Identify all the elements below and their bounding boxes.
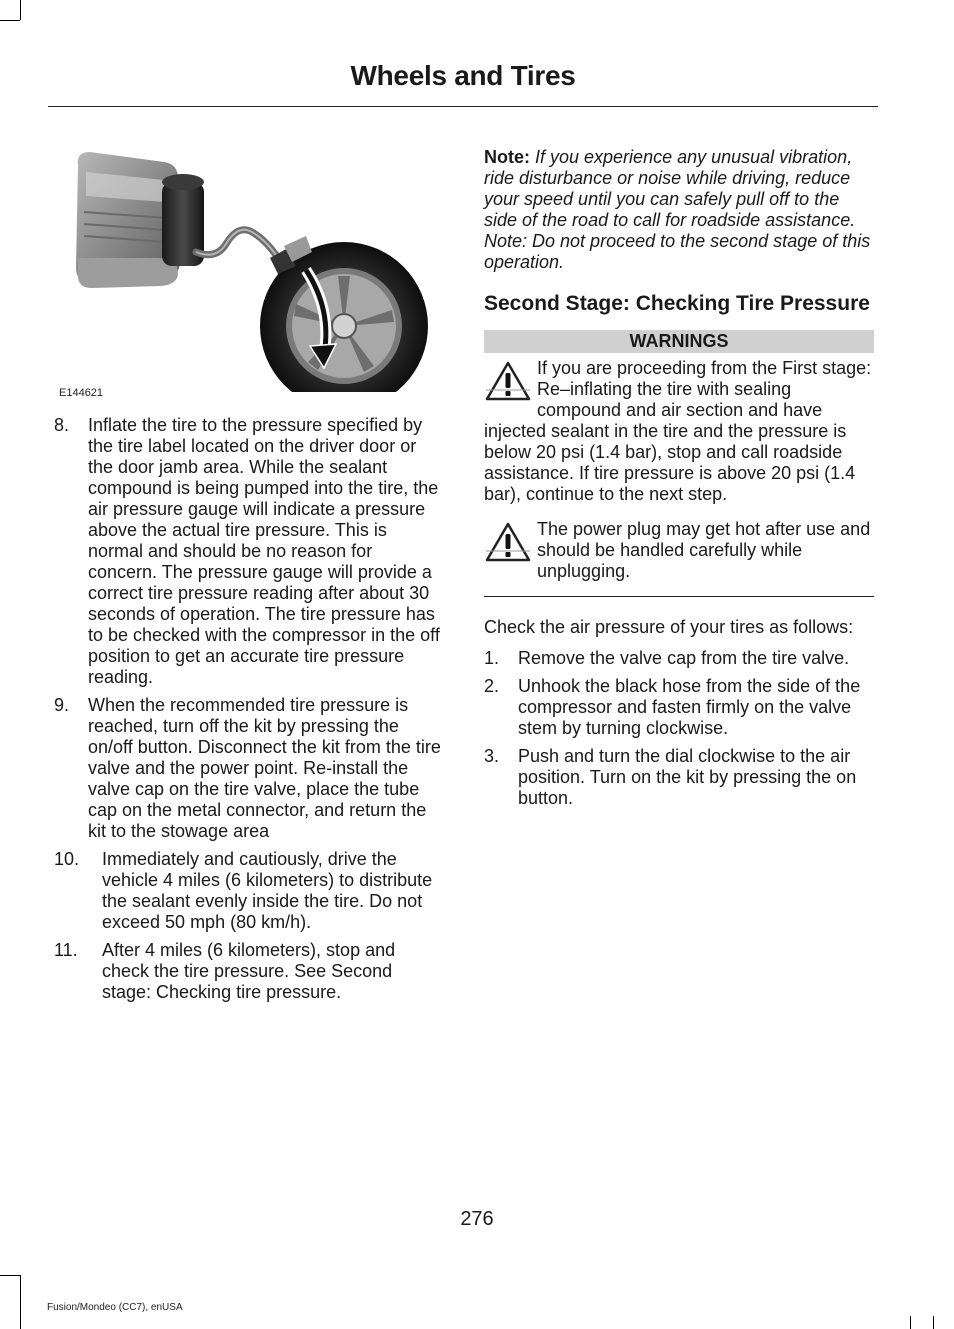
step-text: When the recommended tire pressure is reached, turn off the kit by pressing the on/off button. Disconnect the kit from the tire valve and the power point. Re-install the valve cap on the tire valve, place the tube cap on the metal connector, and return the kit to the stowage area [88, 695, 441, 841]
step-number: 2. [484, 676, 500, 696]
step-text: Push and turn the dial clockwise to the air position. Turn on the kit by pressing the on button. [518, 746, 857, 808]
crop-mark [20, 1275, 21, 1329]
figure-code: E144621 [59, 387, 104, 399]
step-text: After 4 miles (6 kilometers), stop and check the tire pressure. See Second stage: Checking tire pressure. [102, 940, 396, 1002]
warning-item [484, 519, 874, 582]
step-text: Immediately and cautiously, drive the vehicle 4 miles (6 kilometers) to distribute the sealant evenly inside the tire. Do not exceed 50 mph (80 km/h). [102, 849, 433, 932]
step-text: Inflate the tire to the pressure specified by the tire label located on the driver door or the door jamb area. While the sealant compound is being pumped into the tire, the air pressure gauge will indicate a pressure above the actual tire pressure. This is normal and should be no reason for concern. The pressure gauge will provide a correct tire pressure reading after about 30 seconds of operation. The tire pressure has to be checked with the compressor in the off position to get an accurate tire pressure reading. [88, 415, 440, 687]
warning-item [484, 358, 874, 505]
page-title: Wheels and Tires [350, 60, 576, 91]
crop-mark [20, 0, 21, 20]
title-rule [48, 106, 878, 107]
warning-triangle-icon [484, 521, 532, 563]
note-text: If you experience any unusual vibration, ride disturbance or noise while driving, reduce your speed until you can safely pull off to the side of the road to call for roadside assistance. Note: Do not proceed to the second stage of this operation. [484, 147, 871, 272]
warning-text: If you are proceeding from the First stage: Re–inflating the tire with sealing compound and air section and have injected sealant in the tire and the pressure is below 20 psi (1.4 bar), stop and call roadside assistance. If tire pressure is above 20 psi (1.4 bar), continue to the next step. [484, 358, 872, 504]
right-column [484, 147, 874, 816]
step-number: 8. [54, 415, 70, 435]
list-item [484, 676, 874, 739]
list-item [54, 940, 444, 1003]
list-item [54, 849, 444, 933]
list-item [54, 695, 444, 842]
warning-triangle-icon [484, 360, 532, 402]
step-number: 1. [484, 648, 500, 668]
page-number: 276 [460, 1208, 494, 1230]
crop-mark [0, 20, 20, 21]
step-number: 9. [54, 695, 70, 715]
note-label: Note: [484, 147, 530, 167]
list-item [484, 746, 874, 809]
step-number: 11. [54, 940, 78, 960]
footer-text: Fusion/Mondeo (CC7), enUSA [47, 1302, 183, 1313]
warnings-header: WARNINGS [484, 330, 874, 353]
step-text: Remove the valve cap from the tire valve. [518, 648, 850, 668]
crop-mark [0, 1275, 20, 1276]
warning-text: The power plug may get hot after use and should be handled carefully while unplugging. [537, 519, 871, 581]
crop-mark [933, 1316, 934, 1329]
section-heading: Second Stage: Checking Tire Pressure [484, 292, 870, 315]
crop-mark [910, 1316, 911, 1329]
step-number: 3. [484, 746, 500, 766]
list-item [54, 415, 444, 688]
list-item [484, 648, 874, 669]
tire-compressor-illustration [56, 140, 440, 402]
note-paragraph [484, 147, 874, 273]
step-number: 10. [54, 849, 80, 869]
compressor-tire-drawing [56, 140, 440, 402]
step-text: Unhook the black hose from the side of the compressor and fasten firmly on the valve stem by turning clockwise. [518, 676, 861, 738]
warnings-end-rule [484, 596, 874, 597]
left-column [54, 415, 444, 1010]
check-intro: Check the air pressure of your tires as follows: [484, 617, 854, 637]
